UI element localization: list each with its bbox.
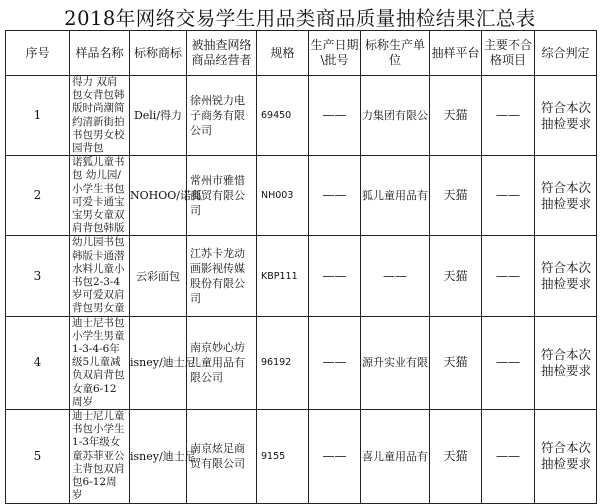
cell-date: —— xyxy=(309,410,361,503)
header-name: 样品名称 xyxy=(70,31,130,76)
cell-date: —— xyxy=(309,316,361,409)
table-row xyxy=(6,156,597,236)
header-spec: 规格 xyxy=(257,31,309,76)
header-platform: 抽样平台 xyxy=(430,31,482,76)
cell-spec: 69450 xyxy=(257,76,309,156)
cell-verdict: 符合本次抽检要求 xyxy=(535,76,597,156)
cell-verdict: 符合本次抽检要求 xyxy=(535,156,597,236)
cell-spec: 9155 xyxy=(257,410,309,503)
cell-defects: —— xyxy=(482,410,535,503)
cell-defects: —— xyxy=(482,236,535,316)
cell-name: 迪士尼书包小学生男童1-3-4-6年级5儿童减负双肩背包女童6-12周岁 xyxy=(70,316,130,409)
cell-seq: 4 xyxy=(6,316,70,409)
cell-platform: 天猫 xyxy=(430,156,482,236)
cell-name: 得力 双肩包女背包韩版时尚潮简约清新街拍书包男女校园背包 xyxy=(70,76,130,156)
cell-date: —— xyxy=(309,236,361,316)
table-row xyxy=(6,236,597,316)
header-seller: 被抽查网络商品经营者 xyxy=(187,31,257,76)
cell-verdict: 符合本次抽检要求 xyxy=(535,236,597,316)
cell-platform: 天猫 xyxy=(430,410,482,503)
cell-verdict: 符合本次抽检要求 xyxy=(535,316,597,409)
cell-defects: —— xyxy=(482,76,535,156)
header-mark: 标称商标 xyxy=(130,31,187,76)
header-seq: 序号 xyxy=(6,31,70,76)
cell-mark: isney/迪士尼 xyxy=(130,316,187,409)
cell-maker: 力集团有限公 xyxy=(361,76,430,156)
cell-seller: 江苏卡龙动画影视传媒股份有限公司 xyxy=(187,236,257,316)
cell-name: 幼儿园书包韩版卡通潜水料儿童小书包2-3-4岁可爱双肩背包男女童 xyxy=(70,236,130,316)
cell-platform: 天猫 xyxy=(430,316,482,409)
cell-seq: 1 xyxy=(6,76,70,156)
cell-seq: 2 xyxy=(6,156,70,236)
cell-mark: NOHOO/诺狐 xyxy=(130,156,187,236)
cell-verdict: 符合本次抽检要求 xyxy=(535,410,597,503)
page-title: 2018年网络交易学生用品类商品质量抽检结果汇总表 xyxy=(64,7,536,30)
results-table xyxy=(5,30,597,504)
header-maker: 标称生产单位 xyxy=(361,31,430,76)
cell-seller: 徐州锐力电子商务有限公司 xyxy=(187,76,257,156)
cell-mark: isney/迪士尼 xyxy=(130,410,187,503)
header-row xyxy=(6,31,597,76)
cell-seq: 5 xyxy=(6,410,70,503)
table-row xyxy=(6,76,597,156)
cell-mark: 云彩面包 xyxy=(130,236,187,316)
table-row xyxy=(6,316,597,409)
table-row xyxy=(6,410,597,503)
cell-spec: NH003 xyxy=(257,156,309,236)
cell-name: 迪士尼儿童书包小学生1-3年级女童苏菲亚公主背包双肩包6-12周岁 xyxy=(70,410,130,503)
cell-spec: 96192 xyxy=(257,316,309,409)
cell-maker: —— xyxy=(361,236,430,316)
cell-defects: —— xyxy=(482,316,535,409)
cell-maker: 狐儿童用品有 xyxy=(361,156,430,236)
cell-seller: 常州市雅惜商贸有限公司 xyxy=(187,156,257,236)
cell-date: —— xyxy=(309,156,361,236)
cell-platform: 天猫 xyxy=(430,236,482,316)
cell-seller: 南京炫足商贸有限公司 xyxy=(187,410,257,503)
header-verdict: 综合判定 xyxy=(535,31,597,76)
cell-seq: 3 xyxy=(6,236,70,316)
cell-platform: 天猫 xyxy=(430,76,482,156)
cell-spec: KBP111 xyxy=(257,236,309,316)
cell-date: —— xyxy=(309,76,361,156)
cell-seller: 南京妙心坊儿童用品有限公司 xyxy=(187,316,257,409)
cell-maker: 源升实业有限 xyxy=(361,316,430,409)
header-defects: 主要不合格项目 xyxy=(482,31,535,76)
cell-maker: 喜儿童用品有 xyxy=(361,410,430,503)
cell-defects: —— xyxy=(482,156,535,236)
cell-mark: Deli/得力 xyxy=(130,76,187,156)
cell-name: 诺狐儿童书包 幼儿园/小学生书包可爱卡通宝宝男女童双肩背包韩版 xyxy=(70,156,130,236)
header-date: 生产日期\批号 xyxy=(309,31,361,76)
